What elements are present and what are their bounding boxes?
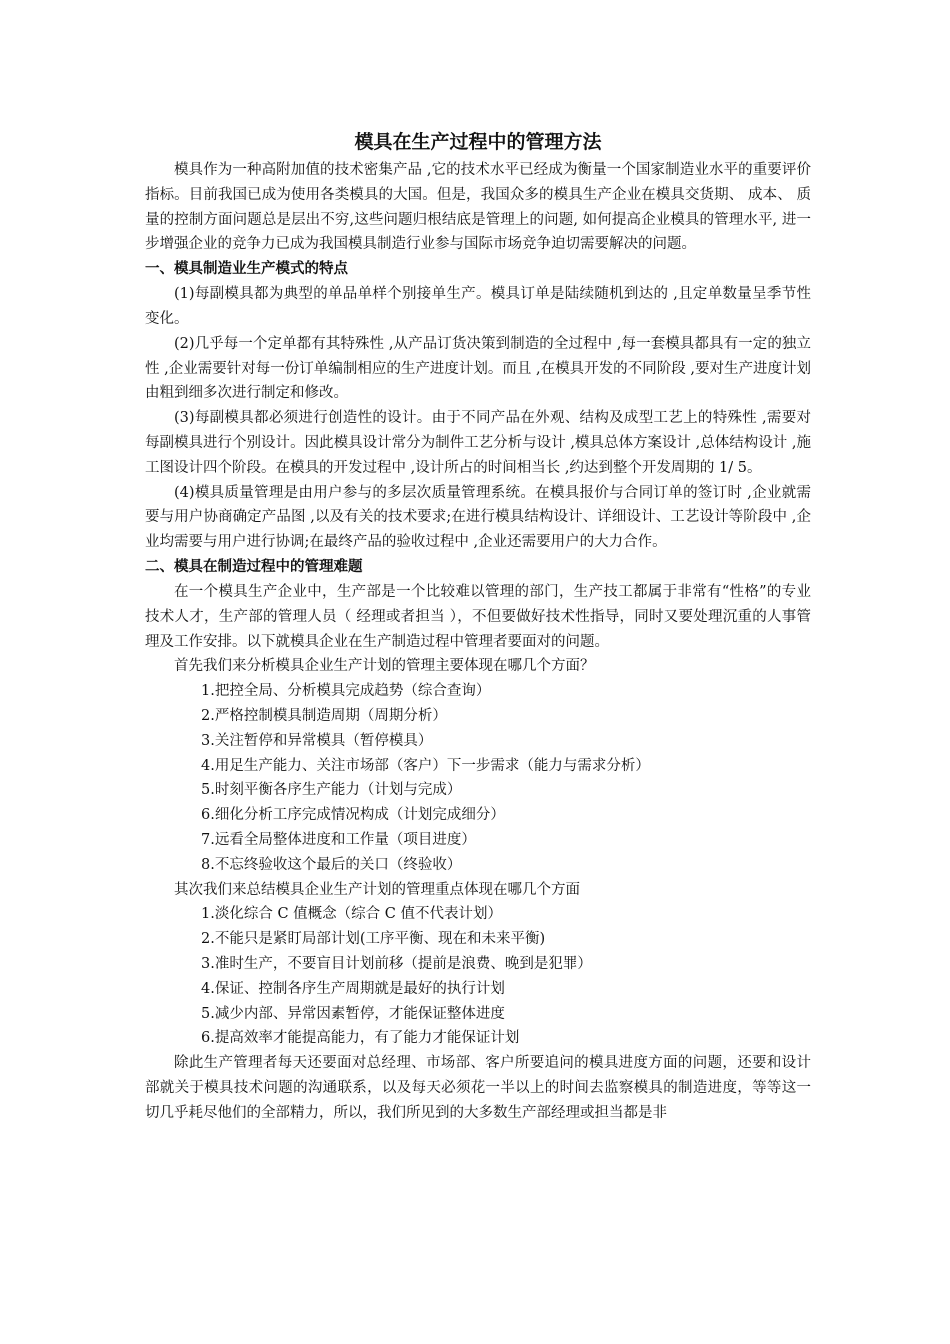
list-item: 1.把控全局、分析模具完成趋势（综合查询） [201, 683, 491, 700]
list-item: 6.提高效率才能提高能力，有了能力才能保证计划 [201, 1030, 520, 1047]
list-item: 7.远看全局整体进度和工作量（项目进度） [201, 831, 476, 848]
list-item: 3.准时生产，不要盲目计划前移（提前是浪费、晚到是犯罪） [201, 955, 592, 972]
section1-item-2: (2)几乎每一个定单都有其特殊性 ,从产品订货决策到制造的全过程中 ,每一套模具都具有一定的独立性 ,企业需要针对每一份订单编制相应的生产进度计划。而且 ,在模具开发的不同阶段 ,要对生产进度计划由粗到细多次进行制定和修改。 [145, 335, 811, 402]
list-item: 3.关注暂停和异常模具（暂停模具） [201, 732, 433, 749]
list-item: 4.用足生产能力、关注市场部（客户）下一步需求（能力与需求分析） [201, 757, 650, 774]
list-item: 8.不忘终验收这个最后的关口（终验收） [201, 856, 462, 873]
section-heading-1: 一、模具制造业生产模式的特点 [145, 261, 348, 278]
section2-paragraph: 在一个模具生产企业中，生产部是一个比较难以管理的部门，生产技工都属于非常有“性格”的专业技术人才，生产部的管理人员（ 经理或者担当 ），不但要做好技术性指导，同时又要处理沉重的人事管理及工作安排。以下就模具企业在生产制造过程中管理者要面对的问题。 [145, 583, 811, 650]
question-planning-aspects: 首先我们来分析模具企业生产计划的管理主要体现在哪几个方面？ [174, 658, 595, 675]
closing-paragraph: 除此生产管理者每天还要面对总经理、市场部、客户所要追问的模具进度方面的问题，还要和设计部就关于模具技术问题的沟通联系，以及每天必须花一半以上的时间去监察模具的制造进度，等等这一切几乎耗尽他们的全部精力，所以，我们所见到的大多数生产部经理或担当都是非 [145, 1055, 811, 1121]
list-item: 6.细化分析工序完成情况构成（计划完成细分） [201, 807, 505, 824]
document-title: 模具在生产过程中的管理方法 [354, 131, 602, 153]
document-page [145, 128, 811, 1125]
section1-item-3: (3)每副模具都必须进行创造性的设计。由于不同产品在外观、结构及成型工艺上的特殊性 ,需要对每副模具进行个别设计。因此模具设计常分为制件工艺分析与设计 ,模具总体方案设计 ,总体结构设计 ,施工图设计四个阶段。在模具的开发过程中 ,设计所占的时间相当长 ,约达到整个开发周期的 1/ 5。 [145, 410, 811, 476]
question-planning-focus: 其次我们来总结模具企业生产计划的管理重点体现在哪几个方面 [174, 881, 580, 898]
list-item: 1.淡化综合 C 值概念（综合 C 值不代表计划） [201, 906, 502, 923]
list-item: 4.保证、控制各序生产周期就是最好的执行计划 [201, 980, 505, 997]
section1-item-4: (4)模具质量管理是由用户参与的多层次质量管理系统。在模具报价与合同订单的签订时 ,企业就需要与用户协商确定产品图 ,以及有关的技术要求;在进行模具结构设计、详细设计、工艺设计等阶段中 ,企业均需要与用户进行协调;在最终产品的验收过程中 ,企业还需要用户的大力合作。 [145, 484, 811, 551]
section-heading-2: 二、模具在制造过程中的管理难题 [145, 558, 363, 575]
intro-paragraph: 模具作为一种高附加值的技术密集产品 ,它的技术水平已经成为衡量一个国家制造业水平的重要评价指标。目前我国已成为使用各类模具的大国。但是，我国众多的模具生产企业在模具交货期、 成本、 质量的控制方面问题总是层出不穷,这些问题归根结底是管理上的问题, 如何提高企业模具的管理水平, 进一步增强企业的竞争力已成为我国模具制造行业参与国际市场竞争迫切需要解决的问题。 [145, 162, 811, 253]
list-item: 5.时刻平衡各序生产能力（计划与完成） [201, 782, 462, 799]
planning-focus-list [145, 902, 811, 1051]
section1-item-1: (1)每副模具都为典型的单品单样个别接单生产。模具订单是陆续随机到达的 ,且定单数量呈季节性变化。 [145, 286, 811, 327]
list-item: 2.不能只是紧盯局部计划(工序平衡、现在和未来平衡) [201, 931, 546, 948]
list-item: 5.减少内部、异常因素暂停，才能保证整体进度 [201, 1005, 505, 1022]
list-item: 2.严格控制模具制造周期（周期分析） [201, 707, 447, 724]
planning-aspects-list [145, 679, 811, 877]
